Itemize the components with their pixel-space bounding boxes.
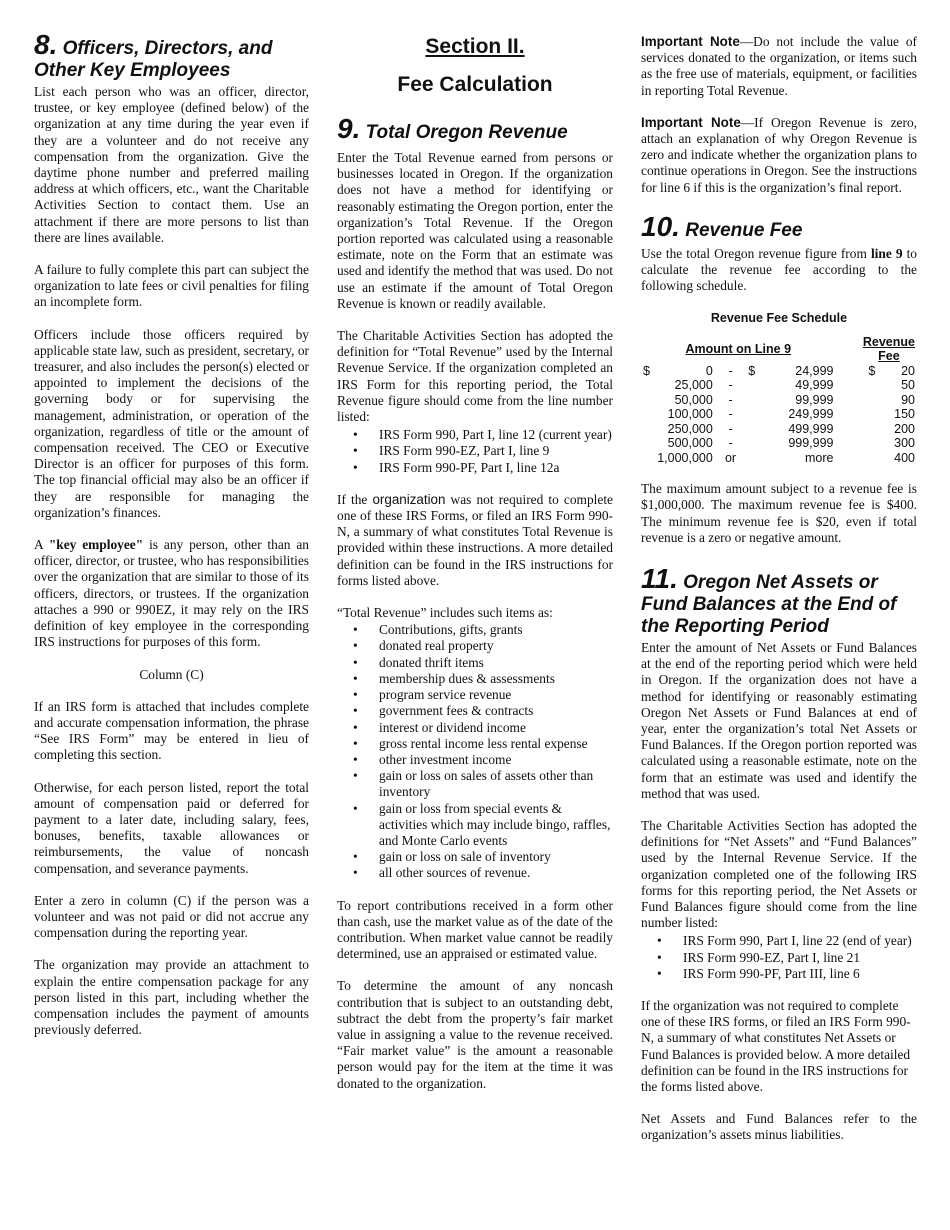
amount-header: Amount on Line 9 <box>685 341 792 356</box>
revenue-fee-paragraph-a: Use the total Oregon revenue figure from <box>641 245 871 261</box>
revenue-paragraph-3-a: If the <box>337 491 373 507</box>
column-2 <box>337 34 613 1108</box>
list-item: • IRS Form 990, Part I, line 22 (end of year) <box>683 933 917 949</box>
range-separator: - <box>728 421 733 436</box>
table-row <box>643 378 915 393</box>
list-item: • donated real property <box>379 638 613 654</box>
important-note-1 <box>641 34 917 99</box>
table-row <box>643 407 915 422</box>
net-assets-paragraph-4: Net Assets and Fund Balances refer to the organization’s assets minus liabilities. <box>641 1111 917 1143</box>
currency-symbol <box>863 378 876 393</box>
revenue-paragraph-3-b: was not required to complete one of these IRS Forms, or filed an IRS Form 990-N, a summary of what constitutes Total Revenue is provided within these instructions. A more detailed definition can be found in the IRS instructions for forms listed above. <box>337 491 613 588</box>
list-item: • program service revenue <box>379 687 613 703</box>
irs-forms-list <box>337 427 613 476</box>
column-c-paragraph-2: Otherwise, for each person listed, report the total amount of compensation paid or deferred for payment to a later date, including salary, fees, bonuses, benefits, taxable allowances or reimbursements, the value of noncash compensation, and severance payments. <box>34 779 309 876</box>
list-item: • gain or loss on sale of inventory <box>379 849 613 865</box>
revenue-fee-paragraph-b: to calculate the revenue fee according to the following schedule. <box>641 245 918 294</box>
table-row <box>643 422 915 437</box>
amount-to: 99,999 <box>795 392 834 407</box>
list-item: • donated thrift items <box>379 655 613 671</box>
currency-symbol <box>748 393 760 408</box>
fee-amount: 200 <box>894 421 915 436</box>
amount-from: 100,000 <box>667 407 713 422</box>
key-employee-definition: is any person, other than an officer, director, or trustee, who has responsibilities over the organization that are similar to those of its officers, directors, or trustees. If the organization attaches a 990 or 990EZ, it may rely on the IRS definition of key employee in the corresponding IRS instructions for purposes of this form. <box>34 537 309 650</box>
spacer <box>834 436 863 451</box>
section-9-title: Total Oregon Revenue <box>365 122 568 143</box>
section-10-title: Revenue Fee <box>685 219 803 241</box>
section-9-number: 9. <box>337 113 361 144</box>
range-separator: - <box>728 407 733 422</box>
currency-symbol <box>643 451 653 466</box>
range-separator: or <box>724 450 737 465</box>
key-employee-paragraph <box>34 537 309 650</box>
list-item: • IRS Form 990-PF, Part III, line 6 <box>683 966 917 982</box>
spacer <box>834 451 863 466</box>
column-c-paragraph-3: Enter a zero in column (C) if the person was a volunteer and was not paid or did not accrue any compensation during the reporting year. <box>34 892 309 941</box>
currency-symbol <box>643 422 653 437</box>
currency-symbol: $ <box>748 363 756 378</box>
fee-amount: 150 <box>894 407 915 422</box>
fee-amount: 90 <box>901 392 915 407</box>
range-separator: - <box>728 378 733 393</box>
section-10-heading <box>641 210 917 242</box>
amount-from: 0 <box>705 363 713 378</box>
currency-symbol <box>643 378 653 393</box>
section-8-heading <box>34 29 309 82</box>
list-item: • IRS Form 990-EZ, Part I, line 9 <box>379 443 613 459</box>
spacer <box>834 422 863 437</box>
list-item: • interest or dividend income <box>379 720 613 736</box>
amount-from: 500,000 <box>667 436 713 451</box>
important-note-2 <box>641 115 917 196</box>
fee-amount: 50 <box>901 378 915 393</box>
list-item: • IRS Form 990-PF, Part I, line 12a <box>379 460 613 476</box>
amount-from: 50,000 <box>674 392 713 407</box>
section-11-number: 11. <box>641 562 678 594</box>
net-assets-paragraph-3: If the organization was not required to complete one of these IRS forms, or filed an IRS Form 990-N, a summary of what constitutes Net Assets or Fund Balances is provided below. A more detailed definition can be found in the IRS instructions for the forms listed above. <box>641 998 911 1095</box>
currency-symbol <box>748 407 760 422</box>
line-9-reference: line 9 <box>870 245 903 261</box>
revenue-paragraph-3 <box>337 492 613 589</box>
fee-schedule-body <box>643 364 915 466</box>
net-assets-paragraph-2: The Charitable Activities Section has adopted the definitions for “Net Assets” and “Fund Balances” used by the Internal Revenue Service. If the organization completed one of the following IRS forms for this reporting period, the Net Assets or Fund Balances figure should come from the line number listed: <box>641 817 917 931</box>
table-row <box>643 436 915 451</box>
currency-symbol <box>643 393 653 408</box>
currency-symbol <box>748 378 760 393</box>
officers-paragraph-2: A failure to fully complete this part can subject the organization to late fees or civil penalties for filing an incomplete form. <box>34 262 309 310</box>
list-item: • other investment income <box>379 752 613 768</box>
fee-header: Revenue Fee <box>862 334 915 364</box>
section-9-heading <box>337 113 613 144</box>
spacer <box>834 378 863 393</box>
fee-amount: 20 <box>901 363 915 378</box>
section-10-number: 10. <box>641 210 680 242</box>
key-employee-term: "key employee" <box>48 537 144 553</box>
officers-paragraph-3: Officers include those officers required by applicable state law, such as president, secretary, or treasurer, and also includes the person(s) elected or appointed to implement the decisions of the governing body or for supervising the management, administration, or operation of the organization, regardless of title or the amount of compensation received. The CEO or Executive Director is an officer for purposes of this form. The top financial official may also be an officer if they are responsible for managing the organization’s finances. <box>34 326 309 520</box>
fee-schedule-title: Revenue Fee Schedule <box>710 311 848 326</box>
fee-schedule-table <box>643 335 915 466</box>
fee-amount: 400 <box>894 450 915 465</box>
amount-to: 24,999 <box>795 363 834 378</box>
revenue-items-list <box>337 622 613 881</box>
fee-amount: 300 <box>894 436 915 451</box>
currency-symbol <box>748 422 760 437</box>
column-1 <box>34 29 309 1054</box>
table-row <box>643 393 915 408</box>
spacer <box>834 364 863 379</box>
key-employee-prefix: A <box>34 537 49 553</box>
currency-symbol: $ <box>868 363 876 378</box>
column-c-heading: Column (C) <box>139 666 204 682</box>
currency-symbol <box>643 436 653 451</box>
revenue-fee-paragraph <box>641 246 917 295</box>
list-item: • Contributions, gifts, grants <box>379 622 613 638</box>
column-c-paragraph-1: If an IRS form is attached that includes complete and accurate compensation information, the phrase “See IRS Form” may be entered in lieu of completing this section. <box>34 698 309 763</box>
officers-paragraph-1: List each person who was an officer, director, trustee, or key employee (defined below) of the organization at any time during the year even if they are a volunteer and do not receive any compensation from the organization. Give the daytime phone number and preferred mailing address at which officers, etc., want the Charitable Activities Section to contact them. Use an attachment if there are more persons to list than there are lines available. <box>34 84 309 245</box>
amount-to: 49,999 <box>795 378 834 393</box>
list-item: • IRS Form 990, Part I, line 12 (current year) <box>379 427 613 443</box>
net-assets-forms-list <box>641 933 917 982</box>
important-note-1-text: —Do not include the value of services donated to the organization, or items such as the free use of materials, equipment, or facilities in reporting Total Revenue. <box>641 34 918 98</box>
revenue-paragraph-5: To report contributions received in a form other than cash, use the market value as of the date of the contribution. When market value cannot be readily determined, use an appraised or estimated value. <box>337 897 613 962</box>
revenue-paragraph-6: To determine the amount of any noncash contribution that is subject to an outstanding debt, subtract the debt from the property’s fair market value in assigning a value to the revenue received. “Fair market value” is the amount a reasonable person would pay for the item at the time it was donated to the organization. <box>337 978 613 1091</box>
fee-calculation-title: Fee Calculation <box>397 73 553 96</box>
list-item: • IRS Form 990-EZ, Part I, line 21 <box>683 950 917 966</box>
amount-to: more <box>805 450 834 465</box>
list-item: • membership dues & assessments <box>379 671 613 687</box>
table-row <box>643 364 915 379</box>
section-ii-title: Section II. <box>425 35 525 58</box>
spacer <box>834 393 863 408</box>
amount-to: 999,999 <box>788 436 834 451</box>
currency-symbol <box>863 407 876 422</box>
section-11-title: Oregon Net Assets or Fund Balances at the End of the Reporting Period <box>641 571 897 637</box>
revenue-items-intro: “Total Revenue” includes such items as: <box>337 605 553 621</box>
range-separator: - <box>728 363 733 378</box>
section-8-number: 8. <box>34 29 58 60</box>
currency-symbol <box>863 436 876 451</box>
column-3 <box>641 34 917 1160</box>
section-8-title: Officers, Directors, and Other Key Employees <box>34 38 273 81</box>
list-item: • gross rental income less rental expense <box>379 736 613 752</box>
list-item: • gain or loss from special events & activities which may include bingo, raffles, and Monte Carlo events <box>379 801 613 850</box>
important-note-2-label: Important Note <box>641 114 741 130</box>
currency-symbol: $ <box>643 363 650 378</box>
amount-to: 499,999 <box>788 421 834 436</box>
list-item: • government fees & contracts <box>379 703 613 719</box>
range-separator: - <box>728 436 733 451</box>
amount-from: 1,000,000 <box>657 450 713 465</box>
spacer <box>834 407 863 422</box>
currency-symbol <box>748 436 760 451</box>
list-item: • gain or loss on sales of assets other than inventory <box>379 768 613 800</box>
revenue-paragraph-2: The Charitable Activities Section has adopted the definition for “Total Revenue” used by the Internal Revenue Service. If the organization completed an IRS Form for this reporting period, the Total Revenue figure should come from the line number listed: <box>337 328 613 425</box>
fee-schedule-header <box>643 335 915 364</box>
important-note-2-text: —If Oregon Revenue is zero, attach an explanation of why Oregon Revenue is zero and indicate whether the organization plans to continue operations in Oregon. See the instructions for line 6 if this is the organization’s final report. <box>641 114 918 195</box>
revenue-fee-limits: The maximum amount subject to a revenue fee is $1,000,000. The maximum revenue fee is $400. The minimum revenue fee is $20, even if total revenue is a zero or negative amount. <box>641 481 917 545</box>
net-assets-paragraph-1: Enter the amount of Net Assets or Fund Balances at the end of the reporting period which were held in Oregon. If the organization does not have a method for identifying or reasonably estimating Oregon Net Assets or Fund Balances at end of year, enter the organization’s total Net Assets or Fund Balances. If the Oregon portion reported was calculated using a reasonable estimate, note on the form that an estimate was used and identify the method that was used. <box>641 639 917 801</box>
range-separator: - <box>728 392 733 407</box>
revenue-paragraph-1: Enter the Total Revenue earned from persons or businesses located in Oregon. If the organization does not have a method for identifying or reasonably estimating the Oregon portion, enter the organization’s Total Revenue. If the Oregon portion reported was calculated using a reasonable estimate, note on the Form that an estimate was used and identify the method that was used. Do not use an estimate if the amount of Total Oregon Revenue is known or readily available. <box>337 150 613 311</box>
table-row <box>643 451 915 466</box>
amount-from: 25,000 <box>674 378 713 393</box>
important-note-1-label: Important Note <box>641 34 740 49</box>
organization-word: organization <box>372 491 446 507</box>
header-spacer <box>834 335 863 364</box>
amount-to: 249,999 <box>788 407 834 422</box>
currency-symbol <box>863 393 876 408</box>
section-11-heading <box>641 562 917 638</box>
amount-from: 250,000 <box>667 421 713 436</box>
currency-symbol <box>748 451 760 466</box>
list-item: • all other sources of revenue. <box>379 865 613 881</box>
currency-symbol <box>863 451 876 466</box>
column-c-paragraph-4: The organization may provide an attachment to explain the entire compensation package for any person listed in this part, including whether the compensation includes the payment of amounts previously deferred. <box>34 957 309 1038</box>
currency-symbol <box>863 422 876 437</box>
currency-symbol <box>643 407 653 422</box>
